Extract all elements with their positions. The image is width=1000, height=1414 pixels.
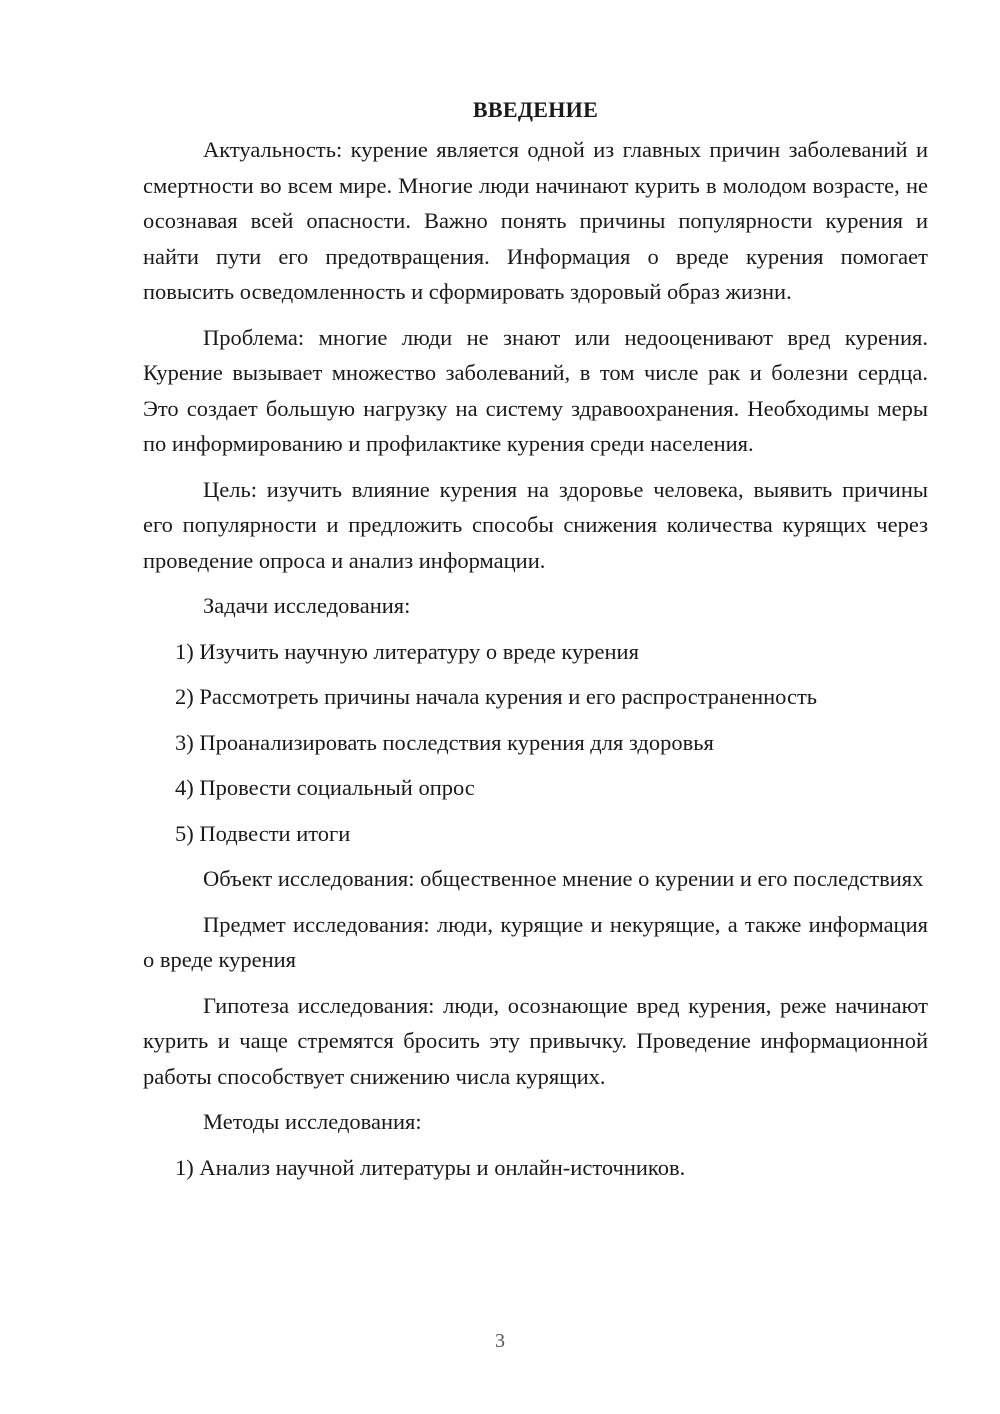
document-page bbox=[143, 93, 928, 1195]
hypothesis-paragraph: Гипотеза исследования: люди, осознающие вред курения, реже начинают курить и чаще стремятся бросить эту привычку. Проведение информационной работы способствует снижению числа курящих. bbox=[143, 992, 928, 1089]
list-item: 1) Изучить научную литературу о вреде курения bbox=[175, 638, 639, 664]
list-item: 3) Проанализировать последствия курения для здоровья bbox=[175, 729, 714, 755]
tasks-list bbox=[143, 634, 928, 852]
relevance-paragraph: Актуальность: курение является одной из главных причин заболеваний и смертности во всем мире. Многие люди начинают курить в молодом возрасте, не осознавая всей опасности. Важно понять причины популярности курения и найти пути его предотвращения. Информация о вреде курения помогает повысить осведомленность и сформировать здоровый образ жизни. bbox=[143, 137, 928, 304]
list-item: 1) Анализ научной литературы и онлайн-источников. bbox=[175, 1154, 686, 1180]
page-number: 3 bbox=[495, 1330, 505, 1352]
object-paragraph: Объект исследования: общественное мнение о курении и его последствиях bbox=[203, 866, 924, 891]
methods-list bbox=[143, 1150, 928, 1186]
tasks-heading: Задачи исследования: bbox=[203, 593, 411, 618]
page-title: ВВЕДЕНИЕ bbox=[472, 97, 599, 122]
list-item: 4) Провести социальный опрос bbox=[175, 775, 475, 800]
list-item: 2) Рассмотреть причины начала курения и его распространенность bbox=[175, 684, 818, 709]
methods-heading: Методы исследования: bbox=[203, 1109, 422, 1134]
subject-paragraph: Предмет исследования: люди, курящие и некурящие, а также информация о вреде курения bbox=[143, 911, 928, 972]
problem-paragraph: Проблема: многие люди не знают или недооценивают вред курения. Курение вызывает множество заболеваний, в том числе рак и болезни сердца. Это создает большую нагрузку на систему здравоохранения. Необходимы меры по информированию и профилактике курения среди населения. bbox=[143, 324, 928, 456]
list-item: 5) Подвести итоги bbox=[175, 820, 351, 846]
goal-paragraph: Цель: изучить влияние курения на здоровье человека, выявить причины его популярности и предложить способы снижения количества курящих через проведение опроса и анализ информации. bbox=[143, 476, 928, 573]
